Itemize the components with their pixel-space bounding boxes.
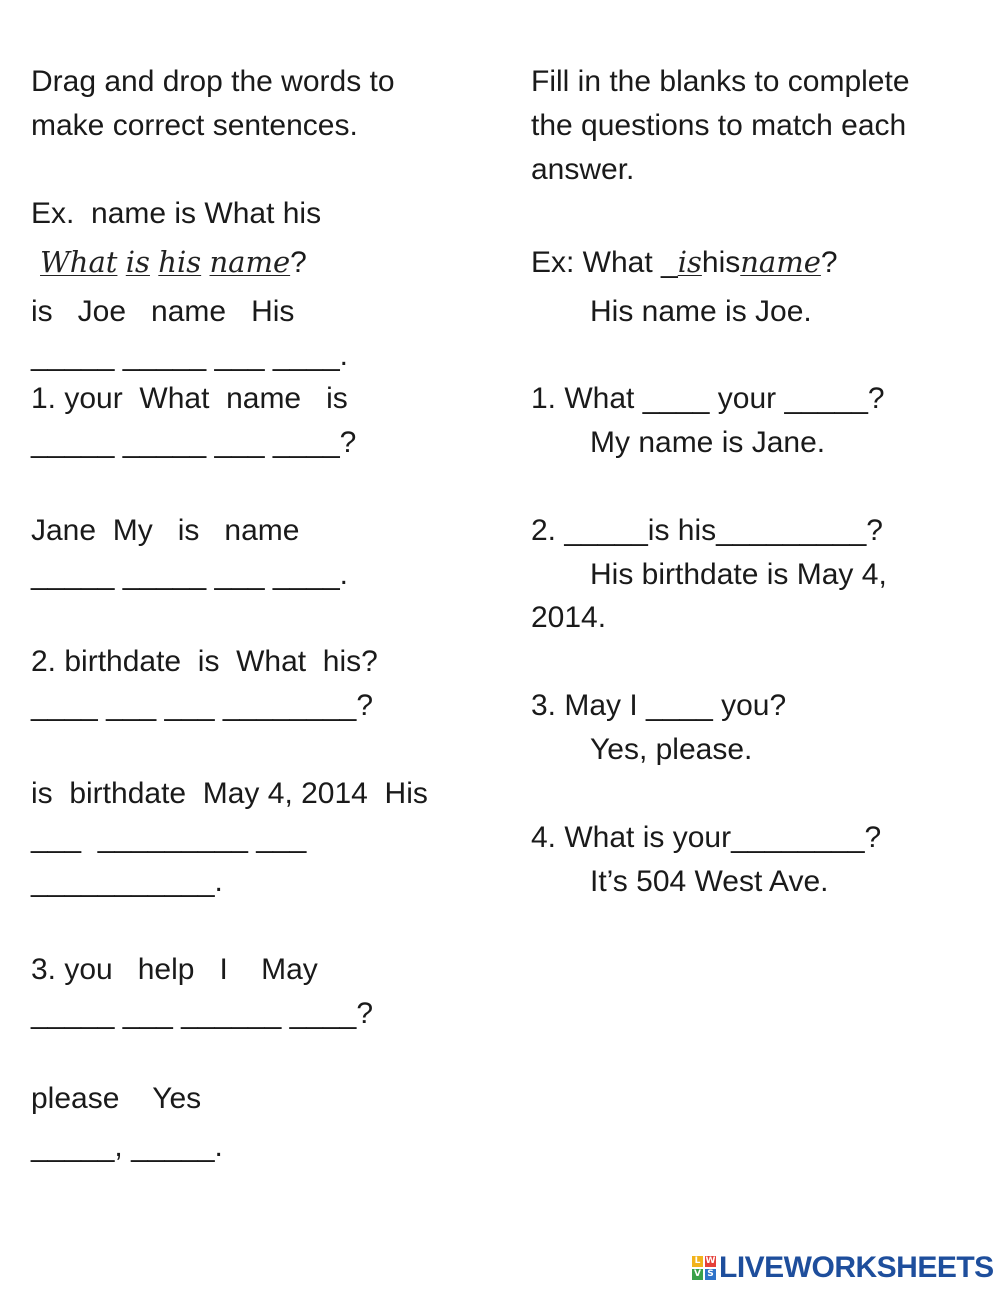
scrambled-words-birthdate: is birthdate May 4, 2014 His [31,777,428,810]
right-example-prefix: Ex: What _ [531,246,678,279]
right-example-middle: his [701,246,741,279]
right-instructions-line-2: the questions to match each [531,109,907,142]
answer-4: It’s 504 West Ave. [590,865,829,898]
scrambled-words-jane: Jane My is name [31,514,300,547]
right-example-end: ? [820,246,838,279]
fill-blank-question-2[interactable]: 2. _____is his_________? [531,514,883,547]
fill-blank-question-3[interactable]: 3. May I ____ you? [531,689,787,722]
fill-blank-question-1[interactable]: 1. What ____ your _____? [531,382,885,415]
drop-blanks-q3[interactable]: _____ ___ ______ ____? [31,997,374,1030]
drop-blanks-joe[interactable]: _____ _____ ___ ____. [31,339,348,372]
left-instructions-line-2: make correct sentences. [31,109,358,142]
left-example-word-1: What [40,245,118,279]
left-example-word-2: is [125,245,150,279]
right-example-filled-2: name [740,245,821,279]
right-example-answer: His name is Joe. [590,295,812,328]
drop-blanks-birthdate-2[interactable]: ___________. [31,865,223,898]
answer-2-line-2: 2014. [531,601,607,634]
scrambled-words-joe: is Joe name His [31,295,295,328]
answer-3: Yes, please. [590,733,753,766]
logo-mark-icon [692,1256,716,1280]
liveworksheets-logo [692,1250,994,1286]
scrambled-words-yes-please: please Yes [31,1082,202,1115]
left-example-word-4: name [209,245,291,279]
right-example-filled-1: is [677,245,702,279]
logo-mark-cell: W [705,1256,716,1266]
drop-blanks-birthdate-1[interactable]: ___ _________ ___ [31,821,307,854]
left-example-word-3: his [158,245,202,279]
logo-mark-cell: L [692,1256,703,1267]
left-example-prompt: Ex. name is What his [31,197,322,230]
drop-blanks-yes-please[interactable]: _____, _____. [31,1130,223,1163]
logo-mark-cell: S [705,1269,716,1280]
left-instructions-line-1: Drag and drop the words to [31,65,395,98]
drop-blanks-q2[interactable]: ____ ___ ___ ________? [31,689,374,722]
left-example-answer [40,244,307,281]
left-example-answer-end: ? [290,246,307,279]
right-example-question [531,244,838,281]
answer-1: My name is Jane. [590,426,826,459]
drop-blanks-jane[interactable]: _____ _____ ___ ____. [31,558,348,591]
right-instructions-line-1: Fill in the blanks to complete [531,65,910,98]
right-instructions-line-3: answer. [531,153,635,186]
logo-text: LIVEWORKSHEETS [719,1251,994,1284]
logo-mark-cell: V [692,1269,703,1280]
fill-blank-question-4[interactable]: 4. What is your________? [531,821,882,854]
scrambled-words-q3: 3. you help I May [31,953,318,986]
drop-blanks-q1[interactable]: _____ _____ ___ ____? [31,426,357,459]
scrambled-words-q1: 1. your What name is [31,382,348,415]
scrambled-words-q2: 2. birthdate is What his? [31,645,378,678]
answer-2-line-1: His birthdate is May 4, [590,558,887,591]
